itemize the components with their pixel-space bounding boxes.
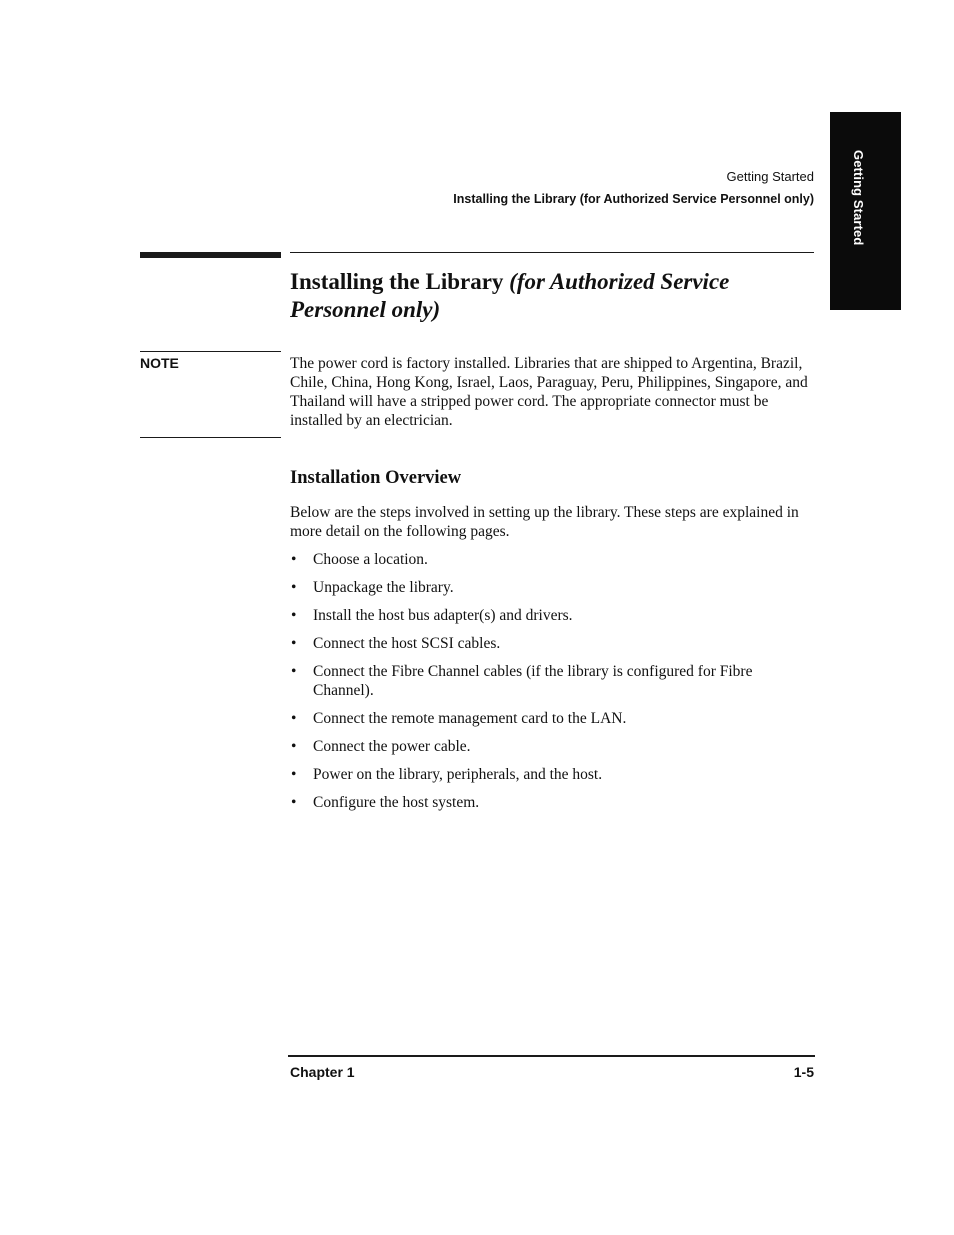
list-item-text: Connect the host SCSI cables.	[313, 635, 501, 652]
footer-chapter: Chapter 1	[290, 1064, 355, 1080]
running-header	[453, 166, 814, 210]
list-item	[290, 793, 815, 812]
list-item-text: Configure the host system.	[313, 794, 480, 811]
list-item-text: Connect the remote management card to the LAN.	[313, 710, 627, 727]
running-header-section: Installing the Library (for Authorized Service Personnel only)	[453, 192, 814, 206]
note-bottom-rule	[140, 437, 281, 438]
bullet-icon: •	[291, 607, 297, 624]
list-item	[290, 578, 815, 597]
side-tab-label: Getting Started	[851, 150, 866, 246]
list-item	[290, 634, 815, 653]
bullet-icon: •	[291, 766, 297, 783]
title-top-rule	[290, 252, 814, 253]
list-item	[290, 662, 815, 700]
note-text: The power cord is factory installed. Libraries that are shipped to Argentina, Brazil, Chile, China, Hong Kong, Israel, Laos, Paraguay, Peru, Philippines, Singapore, and Thailand will have a stripped power cord. The appropriate connector must be installed by an electrician.	[290, 355, 808, 429]
note-label: NOTE	[140, 355, 179, 371]
list-item-text: Connect the Fibre Channel cables (if the library is configured for Fibre Channel).	[313, 663, 753, 699]
bullet-icon: •	[291, 635, 297, 652]
list-item-text: Connect the power cable.	[313, 738, 471, 755]
bullet-icon: •	[291, 710, 297, 727]
page-title-main: Installing the Library	[290, 269, 504, 294]
intro-paragraph: Below are the steps involved in setting up the library. These steps are explained in more detail on the following pages.	[290, 504, 799, 540]
bullet-icon: •	[291, 579, 297, 596]
page-title	[290, 268, 820, 324]
bullet-icon: •	[291, 794, 297, 811]
page-title-italic: (for Authorized Service Personnel only)	[290, 269, 730, 322]
bullet-icon: •	[291, 551, 297, 568]
list-item-text: Choose a location.	[313, 551, 428, 568]
footer-rule	[288, 1055, 815, 1057]
list-item	[290, 709, 815, 728]
bullet-icon: •	[291, 738, 297, 755]
running-header-chapter: Getting Started	[726, 169, 814, 184]
list-item	[290, 737, 815, 756]
section-heading: Installation Overview	[290, 468, 462, 488]
side-thumb-tab	[830, 112, 901, 310]
list-item	[290, 606, 815, 625]
section-marker-rule	[140, 252, 281, 258]
list-item-text: Power on the library, peripherals, and the host.	[313, 766, 603, 783]
bullet-icon: •	[291, 663, 297, 680]
list-item-text: Install the host bus adapter(s) and drivers.	[313, 607, 573, 624]
footer-page-number: 1-5	[793, 1064, 814, 1080]
list-item	[290, 765, 815, 784]
steps-list	[290, 550, 815, 821]
list-item	[290, 550, 815, 569]
note-top-rule	[140, 351, 281, 352]
list-item-text: Unpackage the library.	[313, 579, 454, 596]
